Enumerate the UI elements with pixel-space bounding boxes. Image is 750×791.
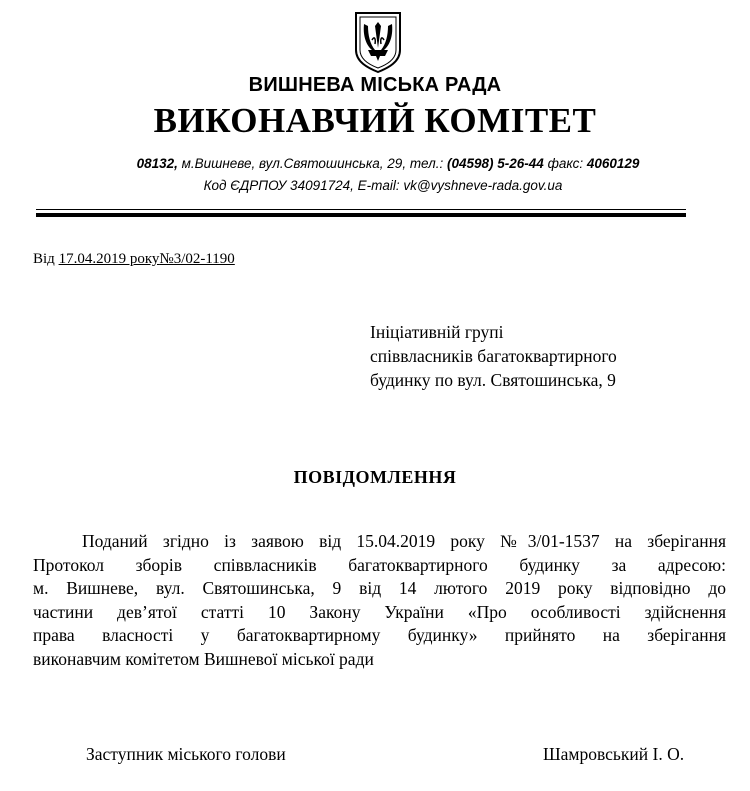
recipient-block <box>370 320 700 392</box>
outgoing-reference <box>33 251 235 268</box>
header-divider-thick <box>36 213 686 217</box>
body-line: Поданий згідно із заявою від 15.04.2019 року №3/01-1537 на зберігання <box>82 531 726 551</box>
fax-number: 4060129 <box>586 156 640 171</box>
body-line: виконавчим комітетом Вишневої міської ради <box>33 648 374 669</box>
signatory-name: Шамровський І. О. <box>543 744 685 764</box>
trident-coat-of-arms-icon <box>352 10 404 74</box>
body-line: права власності у багатоквартирному будинку» прийнято на зберігання <box>33 625 726 645</box>
city-street: м.Вишневе, вул.Святошинська, 29, тел.: <box>177 156 447 171</box>
header-divider-thin <box>36 209 686 210</box>
registry-line: Код ЄДРПОУ 34091724, E-mail: vk@vyshneve-rada.gov.ua <box>203 178 563 193</box>
phone-number: (04598) 5-26-44 <box>447 156 544 171</box>
reference-number: №3/02-1190 <box>159 251 235 267</box>
committee-name: ВИКОНАВЧИЙ КОМІТЕТ <box>153 101 597 140</box>
signatory-title: Заступник міського голови <box>86 744 286 764</box>
council-name: ВИШНЕВА МІСЬКА РАДА <box>248 74 502 96</box>
body-line: м. Вишневе, вул. Святошинська, 9 від 14 лютого 2019 року відповідно до <box>33 578 726 598</box>
recipient-line: співвласників багатоквартирного <box>370 346 617 366</box>
address-line <box>0 156 750 171</box>
reference-prefix: Від <box>33 251 59 267</box>
recipient-line: будинку по вул. Святошинська, 9 <box>370 370 616 390</box>
document-heading: ПОВІДОМЛЕННЯ <box>293 467 457 487</box>
reference-date: 17.04.2019 року <box>58 251 160 267</box>
recipient-line: Ініціативній групі <box>370 322 504 342</box>
body-line: частини дев’ятої статті 10 Закону України «Про особливості здійснення <box>33 601 726 622</box>
fax-label: факс: <box>543 156 587 171</box>
notice-body <box>33 530 726 671</box>
body-line: Протокол зборів співвласників багатоквартирного будинку за адресою: <box>33 554 726 575</box>
postcode: 08132, <box>136 156 178 171</box>
